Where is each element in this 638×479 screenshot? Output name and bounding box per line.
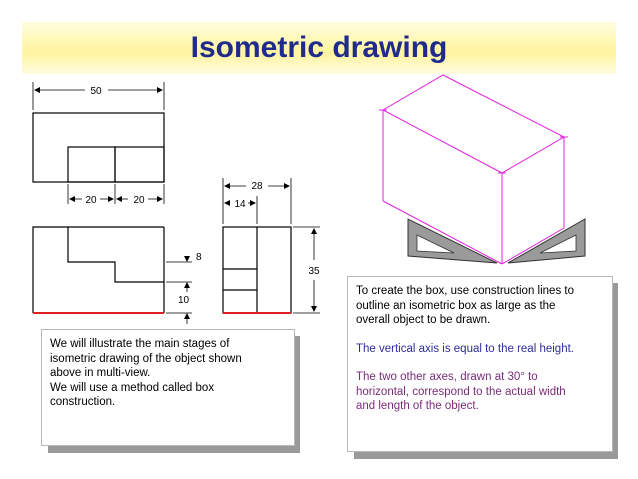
side-view <box>223 227 291 313</box>
dim-28-label: 28 <box>251 181 263 192</box>
note-right-p1-line-2: outline an isometric box as large as the <box>356 299 556 312</box>
note-left-line-1: We will illustrate the main stages of <box>50 338 230 350</box>
set-square-right <box>508 219 585 263</box>
front-view-outline <box>33 227 164 313</box>
dim-8-10 <box>166 256 192 324</box>
note-left-line-2: isometric drawing of the object shown <box>50 352 242 365</box>
iso-box-tick-marks <box>379 110 568 173</box>
note-right-p1-line-1: To create the box, use construction lines to <box>356 285 574 297</box>
note-left-line-3: above in multi-view. <box>50 367 151 379</box>
note-left-line-5: construction. <box>50 396 116 408</box>
slide-title: Isometric drawing <box>190 31 448 64</box>
note-right-p3-line-3: and length of the object. <box>356 400 479 412</box>
note-right-p2-line-1: The vertical axis is equal to the real height. <box>356 342 574 355</box>
front-view <box>33 227 164 313</box>
note-right <box>347 276 613 452</box>
note-left <box>41 329 295 446</box>
note-right-p3-line-2: horizontal, correspond to the actual width <box>356 385 566 398</box>
dim-14-label: 14 <box>234 199 246 210</box>
top-view <box>33 113 164 182</box>
note-right-p1-line-3: overall object to be drawn. <box>356 314 491 326</box>
note-left-line-4: We will use a method called box <box>50 381 215 394</box>
dim-20-right-label: 20 <box>133 195 145 206</box>
dim-20-20 <box>68 184 164 204</box>
iso-box-top-face <box>383 75 564 173</box>
dim-10-label: 10 <box>178 295 190 306</box>
set-square-left <box>408 219 497 263</box>
note-right-p3-line-1: The two other axes, drawn at 30° to <box>356 371 538 383</box>
dim-35-label: 35 <box>308 266 320 277</box>
top-view-right-slot <box>115 147 164 182</box>
top-view-left-slot <box>68 147 115 182</box>
dim-8-label: 8 <box>196 252 202 263</box>
dim-50-label: 50 <box>90 86 102 97</box>
dim-20-left-label: 20 <box>85 195 97 206</box>
